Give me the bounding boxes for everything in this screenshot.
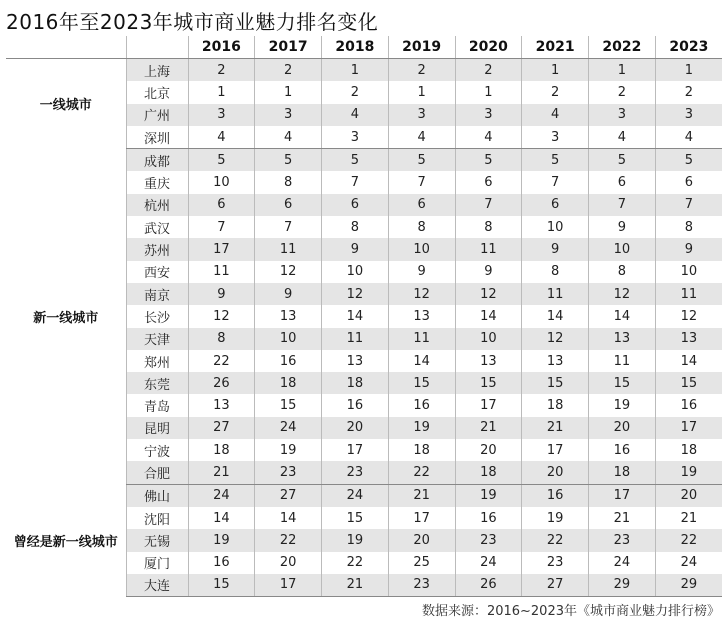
- rank-value: 10: [188, 171, 255, 193]
- rank-value: 14: [655, 350, 722, 372]
- city-column-header: [126, 36, 188, 59]
- rank-value: 7: [188, 216, 255, 238]
- rank-value: 12: [455, 283, 522, 305]
- rank-value: 21: [455, 417, 522, 439]
- rank-value: 8: [455, 216, 522, 238]
- rank-value: 21: [322, 574, 389, 597]
- city-name: 沈阳: [126, 507, 188, 529]
- rank-value: 5: [522, 149, 589, 172]
- rank-value: 16: [589, 439, 656, 461]
- rank-value: 11: [655, 283, 722, 305]
- rank-value: 18: [388, 439, 455, 461]
- rank-value: 12: [589, 283, 656, 305]
- city-name: 南京: [126, 283, 188, 305]
- rank-value: 15: [589, 372, 656, 394]
- rank-value: 15: [188, 574, 255, 597]
- rank-value: 27: [255, 484, 322, 507]
- rank-value: 21: [589, 507, 656, 529]
- rank-value: 22: [255, 529, 322, 551]
- city-name: 昆明: [126, 417, 188, 439]
- city-name: 长沙: [126, 305, 188, 327]
- rank-value: 27: [522, 574, 589, 597]
- rank-value: 14: [388, 350, 455, 372]
- rank-value: 3: [522, 126, 589, 149]
- rank-value: 22: [188, 350, 255, 372]
- city-name: 佛山: [126, 484, 188, 507]
- rank-value: 4: [589, 126, 656, 149]
- ranking-table-wrapper: [6, 36, 722, 597]
- chart-title: 2016年至2023年城市商业魅力排名变化: [6, 10, 379, 34]
- city-name: 无锡: [126, 529, 188, 551]
- rank-value: 14: [322, 305, 389, 327]
- rank-value: 22: [388, 461, 455, 484]
- city-name: 广州: [126, 104, 188, 126]
- rank-value: 3: [322, 126, 389, 149]
- rank-value: 2: [522, 81, 589, 103]
- rank-value: 3: [255, 104, 322, 126]
- rank-value: 1: [655, 59, 722, 82]
- rank-value: 10: [255, 328, 322, 350]
- rank-value: 3: [188, 104, 255, 126]
- rank-value: 7: [589, 194, 656, 216]
- rank-value: 18: [589, 461, 656, 484]
- year-header: 2017: [255, 36, 322, 59]
- rank-value: 8: [188, 328, 255, 350]
- rank-value: 9: [655, 238, 722, 260]
- rank-value: 20: [589, 417, 656, 439]
- rank-value: 14: [522, 305, 589, 327]
- rank-value: 20: [255, 552, 322, 574]
- rank-value: 2: [589, 81, 656, 103]
- rank-value: 16: [655, 394, 722, 416]
- rank-value: 7: [655, 194, 722, 216]
- year-header: 2023: [655, 36, 722, 59]
- table-row: [6, 59, 722, 82]
- year-header: 2022: [589, 36, 656, 59]
- rank-value: 5: [322, 149, 389, 172]
- city-name: 厦门: [126, 552, 188, 574]
- rank-value: 14: [455, 305, 522, 327]
- rank-value: 4: [522, 104, 589, 126]
- rank-value: 18: [655, 439, 722, 461]
- rank-value: 23: [255, 461, 322, 484]
- rank-value: 8: [322, 216, 389, 238]
- rank-value: 11: [388, 328, 455, 350]
- rank-value: 20: [455, 439, 522, 461]
- rank-value: 24: [188, 484, 255, 507]
- rank-value: 18: [522, 394, 589, 416]
- group-label: 一线城市: [6, 59, 126, 149]
- rank-value: 2: [188, 59, 255, 82]
- rank-value: 17: [388, 507, 455, 529]
- rank-value: 9: [455, 261, 522, 283]
- city-name: 宁波: [126, 439, 188, 461]
- rank-value: 6: [322, 194, 389, 216]
- city-name: 青岛: [126, 394, 188, 416]
- rank-value: 20: [522, 461, 589, 484]
- rank-value: 13: [522, 350, 589, 372]
- city-name: 西安: [126, 261, 188, 283]
- rank-value: 13: [322, 350, 389, 372]
- rank-value: 12: [188, 305, 255, 327]
- source-note: 数据来源：2016~2023年《城市商业魅力排行榜》: [421, 604, 720, 619]
- ranking-table: [6, 36, 722, 597]
- rank-value: 1: [589, 59, 656, 82]
- rank-value: 26: [188, 372, 255, 394]
- table-row: [6, 484, 722, 507]
- rank-value: 23: [388, 574, 455, 597]
- rank-value: 29: [655, 574, 722, 597]
- rank-value: 16: [522, 484, 589, 507]
- rank-value: 8: [522, 261, 589, 283]
- rank-value: 13: [255, 305, 322, 327]
- rank-value: 19: [255, 439, 322, 461]
- rank-value: 23: [322, 461, 389, 484]
- rank-value: 17: [188, 238, 255, 260]
- rank-value: 17: [455, 394, 522, 416]
- rank-value: 23: [455, 529, 522, 551]
- table-body: [6, 59, 722, 597]
- group-label: 新一线城市: [6, 149, 126, 484]
- rank-value: 1: [455, 81, 522, 103]
- rank-value: 5: [455, 149, 522, 172]
- city-name: 苏州: [126, 238, 188, 260]
- rank-value: 2: [388, 59, 455, 82]
- rank-value: 12: [655, 305, 722, 327]
- rank-value: 3: [455, 104, 522, 126]
- rank-value: 18: [188, 439, 255, 461]
- rank-value: 21: [188, 461, 255, 484]
- year-header: 2021: [522, 36, 589, 59]
- rank-value: 17: [655, 417, 722, 439]
- rank-value: 13: [589, 328, 656, 350]
- rank-value: 4: [455, 126, 522, 149]
- rank-value: 22: [322, 552, 389, 574]
- rank-value: 5: [388, 149, 455, 172]
- rank-value: 5: [188, 149, 255, 172]
- rank-value: 7: [455, 194, 522, 216]
- rank-value: 9: [322, 238, 389, 260]
- rank-value: 1: [188, 81, 255, 103]
- rank-value: 24: [255, 417, 322, 439]
- rank-value: 22: [655, 529, 722, 551]
- rank-value: 11: [455, 238, 522, 260]
- rank-value: 13: [655, 328, 722, 350]
- rank-value: 3: [388, 104, 455, 126]
- city-name: 成都: [126, 149, 188, 172]
- rank-value: 10: [655, 261, 722, 283]
- rank-value: 18: [255, 372, 322, 394]
- rank-value: 21: [655, 507, 722, 529]
- rank-value: 20: [655, 484, 722, 507]
- rank-value: 11: [255, 238, 322, 260]
- rank-value: 19: [388, 417, 455, 439]
- rank-value: 14: [589, 305, 656, 327]
- rank-value: 4: [188, 126, 255, 149]
- rank-value: 15: [655, 372, 722, 394]
- city-name: 武汉: [126, 216, 188, 238]
- rank-value: 24: [589, 552, 656, 574]
- city-name: 上海: [126, 59, 188, 82]
- rank-value: 10: [322, 261, 389, 283]
- rank-value: 12: [322, 283, 389, 305]
- year-header: 2016: [188, 36, 255, 59]
- rank-value: 19: [655, 461, 722, 484]
- rank-value: 5: [255, 149, 322, 172]
- rank-value: 29: [589, 574, 656, 597]
- rank-value: 17: [589, 484, 656, 507]
- city-name: 合肥: [126, 461, 188, 484]
- rank-value: 15: [455, 372, 522, 394]
- city-name: 北京: [126, 81, 188, 103]
- rank-value: 8: [388, 216, 455, 238]
- city-name: 杭州: [126, 194, 188, 216]
- rank-value: 7: [255, 216, 322, 238]
- rank-value: 7: [322, 171, 389, 193]
- rank-value: 13: [188, 394, 255, 416]
- rank-value: 18: [322, 372, 389, 394]
- rank-value: 17: [522, 439, 589, 461]
- rank-value: 4: [388, 126, 455, 149]
- rank-value: 21: [522, 417, 589, 439]
- rank-value: 14: [255, 507, 322, 529]
- rank-value: 6: [522, 194, 589, 216]
- group-label: 曾经是新一线城市: [6, 484, 126, 596]
- rank-value: 26: [455, 574, 522, 597]
- rank-value: 20: [388, 529, 455, 551]
- rank-value: 9: [188, 283, 255, 305]
- rank-value: 12: [255, 261, 322, 283]
- rank-value: 6: [455, 171, 522, 193]
- rank-value: 27: [188, 417, 255, 439]
- rank-value: 19: [322, 529, 389, 551]
- table-header-row: [6, 36, 722, 59]
- rank-value: 2: [455, 59, 522, 82]
- rank-value: 15: [322, 507, 389, 529]
- rank-value: 3: [655, 104, 722, 126]
- rank-value: 5: [589, 149, 656, 172]
- rank-value: 20: [322, 417, 389, 439]
- rank-value: 14: [188, 507, 255, 529]
- rank-value: 1: [255, 81, 322, 103]
- rank-value: 7: [388, 171, 455, 193]
- rank-value: 8: [589, 261, 656, 283]
- rank-value: 10: [589, 238, 656, 260]
- city-name: 重庆: [126, 171, 188, 193]
- rank-value: 6: [388, 194, 455, 216]
- rank-value: 4: [655, 126, 722, 149]
- rank-value: 3: [589, 104, 656, 126]
- year-header: 2019: [388, 36, 455, 59]
- rank-value: 5: [655, 149, 722, 172]
- rank-value: 17: [322, 439, 389, 461]
- year-header: 2018: [322, 36, 389, 59]
- rank-value: 6: [188, 194, 255, 216]
- rank-value: 19: [455, 484, 522, 507]
- rank-value: 6: [655, 171, 722, 193]
- rank-value: 2: [655, 81, 722, 103]
- rank-value: 25: [388, 552, 455, 574]
- rank-value: 17: [255, 574, 322, 597]
- rank-value: 16: [188, 552, 255, 574]
- city-name: 大连: [126, 574, 188, 597]
- rank-value: 11: [322, 328, 389, 350]
- rank-value: 9: [388, 261, 455, 283]
- rank-value: 11: [188, 261, 255, 283]
- rank-value: 6: [255, 194, 322, 216]
- rank-value: 1: [522, 59, 589, 82]
- rank-value: 16: [388, 394, 455, 416]
- city-name: 东莞: [126, 372, 188, 394]
- rank-value: 19: [188, 529, 255, 551]
- rank-value: 1: [388, 81, 455, 103]
- city-name: 郑州: [126, 350, 188, 372]
- rank-value: 9: [255, 283, 322, 305]
- rank-value: 16: [255, 350, 322, 372]
- rank-value: 8: [655, 216, 722, 238]
- rank-value: 13: [455, 350, 522, 372]
- rank-value: 15: [522, 372, 589, 394]
- rank-value: 24: [655, 552, 722, 574]
- group-column-header: [6, 36, 126, 59]
- rank-value: 2: [322, 81, 389, 103]
- rank-value: 10: [388, 238, 455, 260]
- city-name: 深圳: [126, 126, 188, 149]
- rank-value: 21: [388, 484, 455, 507]
- rank-value: 23: [589, 529, 656, 551]
- rank-value: 9: [522, 238, 589, 260]
- rank-value: 24: [455, 552, 522, 574]
- rank-value: 18: [455, 461, 522, 484]
- rank-value: 4: [255, 126, 322, 149]
- rank-value: 4: [322, 104, 389, 126]
- rank-value: 24: [322, 484, 389, 507]
- rank-value: 22: [522, 529, 589, 551]
- rank-value: 10: [455, 328, 522, 350]
- table-row: [6, 149, 722, 172]
- rank-value: 15: [255, 394, 322, 416]
- rank-value: 9: [589, 216, 656, 238]
- rank-value: 8: [255, 171, 322, 193]
- rank-value: 6: [589, 171, 656, 193]
- rank-value: 13: [388, 305, 455, 327]
- rank-value: 10: [522, 216, 589, 238]
- city-name: 天津: [126, 328, 188, 350]
- rank-value: 15: [388, 372, 455, 394]
- rank-value: 23: [522, 552, 589, 574]
- rank-value: 12: [522, 328, 589, 350]
- rank-value: 16: [455, 507, 522, 529]
- rank-value: 12: [388, 283, 455, 305]
- rank-value: 2: [255, 59, 322, 82]
- rank-value: 16: [322, 394, 389, 416]
- rank-value: 1: [322, 59, 389, 82]
- rank-value: 7: [522, 171, 589, 193]
- rank-value: 11: [589, 350, 656, 372]
- rank-value: 19: [522, 507, 589, 529]
- year-header: 2020: [455, 36, 522, 59]
- rank-value: 19: [589, 394, 656, 416]
- rank-value: 11: [522, 283, 589, 305]
